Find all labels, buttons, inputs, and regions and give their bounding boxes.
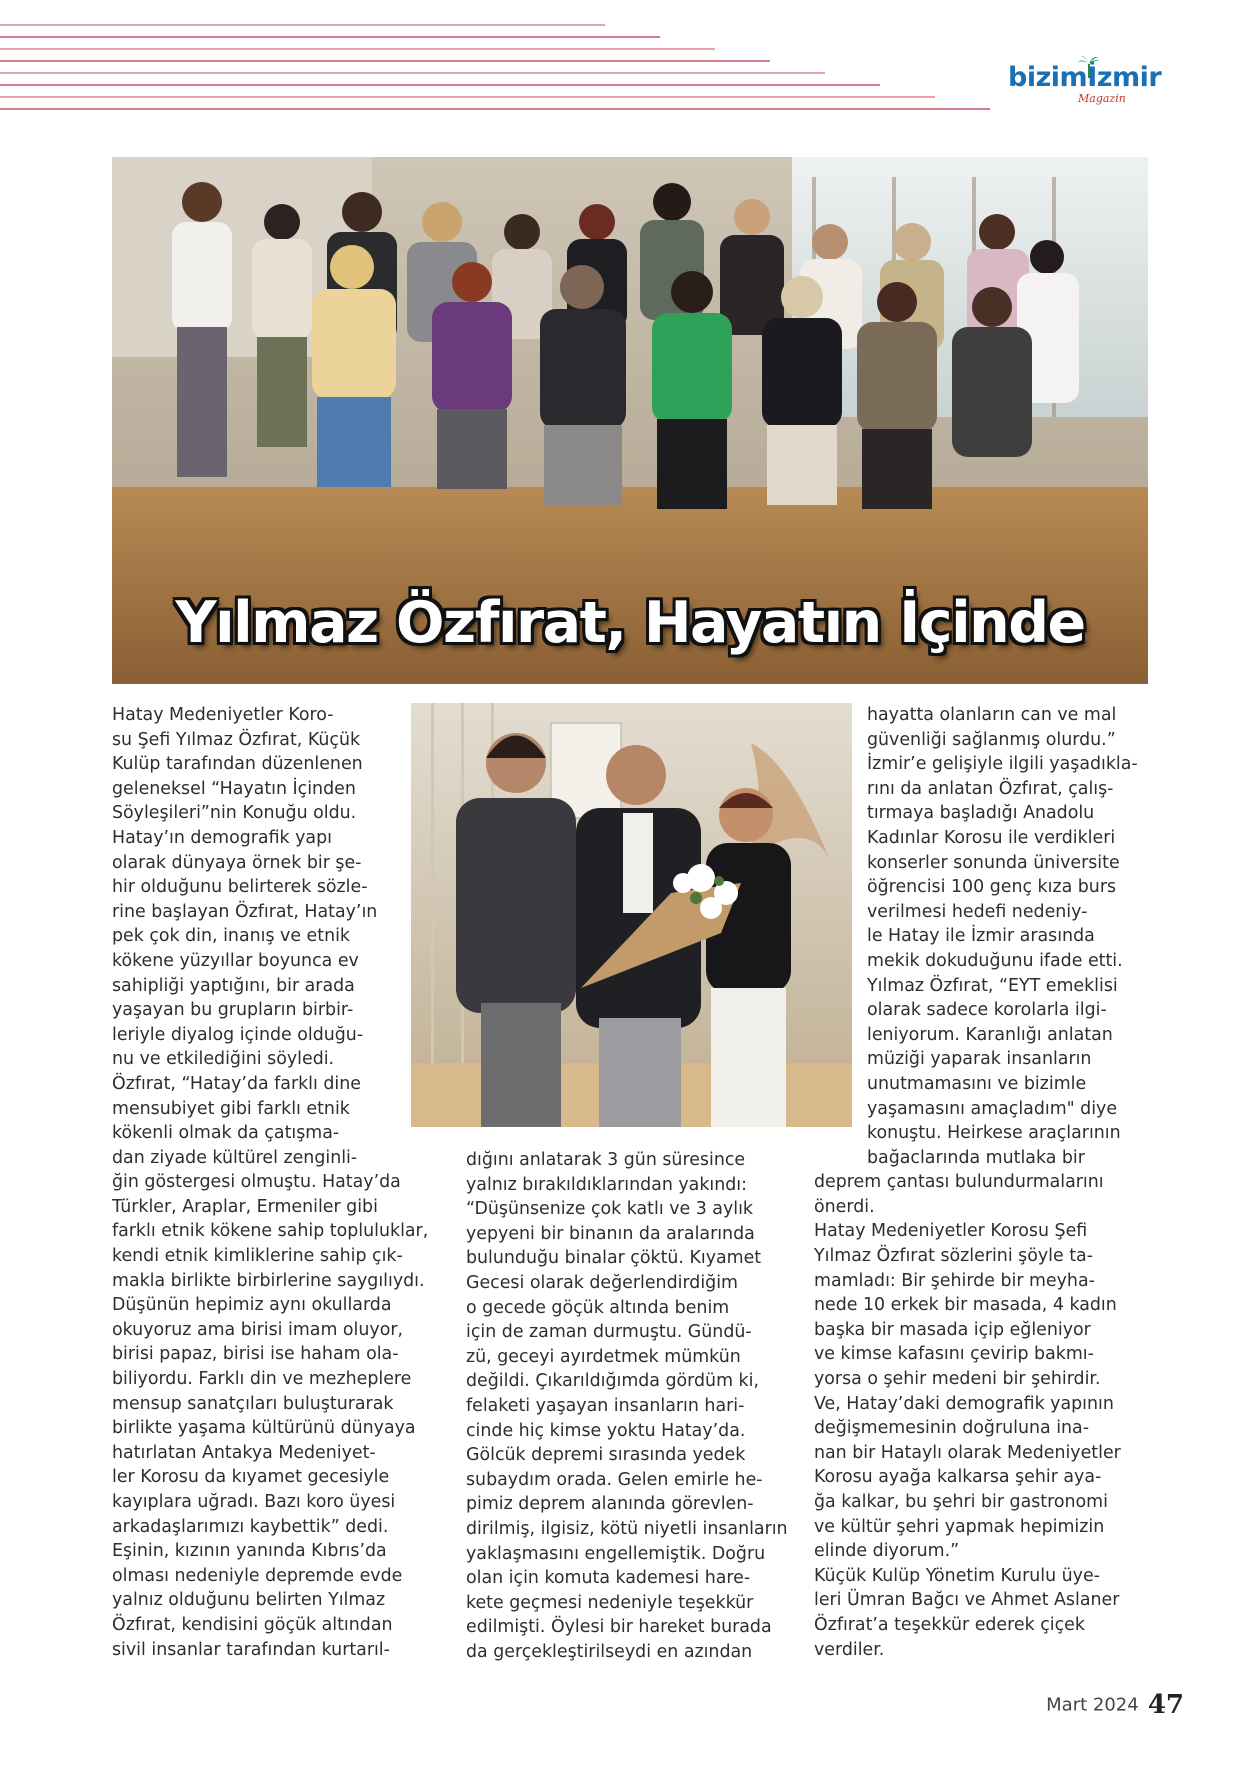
text-line: pimiz deprem alanında görevlen- xyxy=(466,1494,754,1515)
text-line: nan bir Hataylı olarak Medeniyetler xyxy=(814,1442,1121,1463)
text-line: Yılmaz Özfırat, “EYT emeklisi xyxy=(867,975,1118,996)
text-line: konserler sonunda üniversite xyxy=(867,852,1120,873)
text-line: olması nedeniyle depremde evde xyxy=(112,1565,403,1586)
article-column-2 xyxy=(466,1148,788,1664)
text-line: felaketi yaşayan insanların hari- xyxy=(466,1395,745,1416)
text-line: ve kültür şehri yapmak hepimizin xyxy=(814,1516,1105,1537)
text-line: kete geçmesi nedeniyle teşekkür xyxy=(466,1592,754,1613)
text-line: kökenli olmak da çatışma- xyxy=(112,1123,340,1144)
text-line: leri Ümran Bağcı ve Ahmet Aslaner xyxy=(814,1590,1120,1611)
text-line: Hatay Medeniyetler Koro- xyxy=(112,705,334,725)
text-line: Kadınlar Korosu ile verdikleri xyxy=(867,827,1116,848)
text-line: geleneksel “Hayatın İçinden xyxy=(112,778,356,799)
text-line: edilmişti. Öylesi bir hareket burada xyxy=(466,1617,772,1638)
text-line: değildi. Çıkarıldığımda gördüm ki, xyxy=(466,1371,759,1392)
text-line: Kulüp tarafından düzenlenen xyxy=(112,754,363,775)
text-line: Hatay’ın demografik yapı xyxy=(112,827,332,848)
logo-wordmark: bizimİzmir xyxy=(1008,62,1162,93)
text-line: Ve, Hatay’daki demografik yapının xyxy=(814,1393,1114,1414)
text-line: cinde hiç kimse yoktu Hatay’da. xyxy=(466,1420,746,1441)
text-line: için de zaman durmuştu. Gündü- xyxy=(466,1322,752,1343)
text-line: pek çok din, inanış ve etnik xyxy=(112,926,351,947)
text-line: arkadaşlarımızı kaybettik” dedi. xyxy=(112,1516,389,1537)
text-line: hayatta olanların can ve mal xyxy=(867,705,1117,725)
magazine-logo xyxy=(1008,62,1178,112)
text-line: birlikte yaşama kültürünü dünyaya xyxy=(112,1418,416,1439)
text-line: leniyorum. Karanlığı anlatan xyxy=(867,1024,1113,1045)
text-line: Gecesi olarak değerlendirdiğim xyxy=(466,1272,738,1293)
text-line: verdiler. xyxy=(814,1639,885,1660)
article-column-1 xyxy=(112,703,428,1662)
logo-subtitle: Magazin xyxy=(1078,92,1126,105)
article-column-3 xyxy=(814,703,1138,1662)
text-line: ğa kalkar, bu şehri bir gastronomi xyxy=(814,1492,1108,1512)
text-line: dığını anlatarak 3 gün süresince xyxy=(466,1150,746,1170)
text-line: sahipliği yaptığını, bir arada xyxy=(112,975,355,996)
text-line: verilmesi hedefi nedeniy- xyxy=(867,901,1088,922)
text-line: yalnız bırakıldıklarından yakındı: xyxy=(466,1174,747,1195)
text-line: mensup sanatçıları buluşturarak xyxy=(112,1393,394,1414)
text-line: da gerçekleştirilseydi en azından xyxy=(466,1641,753,1662)
text-line: bulunduğu binalar çöktü. Kıyamet xyxy=(466,1248,762,1269)
text-line: rine başlayan Özfırat, Hatay’ın xyxy=(112,901,378,922)
text-line: hatırlatan Antakya Medeniyet- xyxy=(112,1442,376,1463)
text-line: yorsa o şehir medeni bir şehirdir. xyxy=(814,1369,1101,1390)
text-line: başka bir masada içip eğleniyor xyxy=(814,1319,1091,1340)
text-line: Düşünün hepimiz aynı okullarda xyxy=(112,1295,392,1316)
text-line: nu ve etkilediğini söyledi. xyxy=(112,1049,335,1070)
text-line: Özfırat, kendisini göçük altından xyxy=(112,1614,393,1635)
text-line: tırmaya başladığı Anadolu xyxy=(867,803,1095,824)
text-line: Özfırat’a teşekkür ederek çiçek xyxy=(814,1614,1085,1635)
text-line: mamladı: Bir şehirde bir meyha- xyxy=(814,1270,1095,1291)
text-line: subaydım orada. Gelen emirle he- xyxy=(466,1469,763,1490)
text-line: okuyoruz ama birisi imam oluyor, xyxy=(112,1319,404,1340)
text-line: ler Korosu da kıyamet gecesiyle xyxy=(112,1467,390,1488)
text-line: dirilmiş, ilgisiz, kötü niyetli insanların xyxy=(466,1518,788,1539)
text-line: makla birlikte birbirlerine saygılıydı. xyxy=(112,1270,425,1291)
text-line: ve kimse kafasını çevirip bakmı- xyxy=(814,1344,1094,1365)
text-line: kayıplara uğradı. Bazı koro üyesi xyxy=(112,1492,396,1512)
text-line: Özfırat, “Hatay’da farklı dine xyxy=(112,1073,361,1094)
text-line: Söyleşileri”nin Konuğu oldu. xyxy=(112,803,357,824)
text-line: olan için komuta kademesi hare- xyxy=(466,1568,751,1589)
text-line: Yılmaz Özfırat sözlerini şöyle ta- xyxy=(814,1246,1093,1267)
text-line: İzmir’e gelişiyle ilgili yaşadıkla- xyxy=(867,754,1138,775)
text-line: kökene yüzyıllar boyunca ev xyxy=(112,950,359,971)
text-line: ğin göstergesi olmuştu. Hatay’da xyxy=(112,1172,401,1193)
text-line: kendi etnik kimliklerine sahip çık- xyxy=(112,1246,403,1267)
text-line: yaşamasını amaçladım" diye xyxy=(867,1098,1118,1119)
flower-presentation-photo xyxy=(411,703,852,1127)
text-line: le Hatay ile İzmir arasında xyxy=(867,926,1095,947)
text-line: olarak dünyaya örnek bir şe- xyxy=(112,852,362,873)
text-line: konuştu. Heirkese araçlarının xyxy=(867,1123,1121,1144)
text-line: önerdi. xyxy=(814,1196,875,1217)
page-number: 47 xyxy=(1147,1690,1184,1720)
text-line: farklı etnik kökene sahip topluluklar, xyxy=(112,1221,429,1242)
text-line: mensubiyet gibi farklı etnik xyxy=(112,1098,350,1119)
text-line: su Şefi Yılmaz Özfırat, Küçük xyxy=(112,729,361,750)
text-line: elinde diyorum.” xyxy=(814,1541,960,1562)
text-line: müziği yaparak insanların xyxy=(867,1049,1092,1070)
text-line: yaşayan bu grupların birbir- xyxy=(112,1000,354,1021)
text-line: olarak sadece korolarla ilgi- xyxy=(867,1000,1107,1021)
text-line: Türkler, Araplar, Ermeniler gibi xyxy=(112,1196,378,1217)
palm-tree-icon xyxy=(1078,56,1100,78)
text-line: yepyeni bir binanın da aralarında xyxy=(466,1223,755,1244)
text-line: yalnız olduğunu belirten Yılmaz xyxy=(112,1590,386,1611)
text-line: değişmemesinin doğruluna ina- xyxy=(814,1418,1089,1439)
text-line: biliyordu. Farklı din ve mezheplere xyxy=(112,1369,412,1390)
text-line: o gecede göçük altında benim xyxy=(466,1297,730,1318)
text-line: leriyle diyalog içinde olduğu- xyxy=(112,1024,364,1045)
text-line: öğrencisi 100 genç kıza burs xyxy=(867,877,1117,898)
text-line: hir olduğunu belirterek sözle- xyxy=(112,877,368,898)
text-line: unutmamasını ve bizimle xyxy=(867,1073,1087,1094)
text-line: deprem çantası bulundurmalarını xyxy=(814,1172,1104,1193)
text-line: birisi papaz, birisi ise haham ola- xyxy=(112,1344,399,1365)
text-line: güvenliği sağlanmış olurdu.” xyxy=(867,729,1116,750)
text-line: Hatay Medeniyetler Korosu Şefi xyxy=(814,1221,1088,1242)
text-line: Gölcük depremi sırasında yedek xyxy=(466,1445,746,1466)
text-line: yaklaşmasını engellemiştik. Doğru xyxy=(466,1543,766,1564)
text-line: Eşinin, kızının yanında Kıbrıs’da xyxy=(112,1541,387,1562)
article-headline: Yılmaz Özfırat, Hayatın İçinde xyxy=(175,590,1085,656)
text-line: nede 10 erkek bir masada, 4 kadın xyxy=(814,1295,1117,1316)
issue-date: Mart 2024 xyxy=(1046,1694,1139,1716)
text-line: Korosu ayağa kalkarsa şehir aya- xyxy=(814,1467,1102,1488)
text-line: dan ziyade kültürel zenginli- xyxy=(112,1147,358,1168)
text-line: rını da anlatan Özfırat, çalış- xyxy=(867,778,1114,799)
text-line: sivil insanlar tarafından kurtarıl- xyxy=(112,1639,390,1660)
text-line: zü, geceyi ayırdetmek mümkün xyxy=(466,1346,741,1367)
page-footer xyxy=(1046,1690,1184,1720)
text-line: bağaclarında mutlaka bir xyxy=(867,1147,1085,1168)
text-line: “Düşünsenize çok katlı ve 3 aylık xyxy=(466,1199,753,1220)
text-line: mekik dokuduğunu ifade etti. xyxy=(867,950,1123,971)
text-line: Küçük Kulüp Yönetim Kurulu üye- xyxy=(814,1565,1100,1586)
